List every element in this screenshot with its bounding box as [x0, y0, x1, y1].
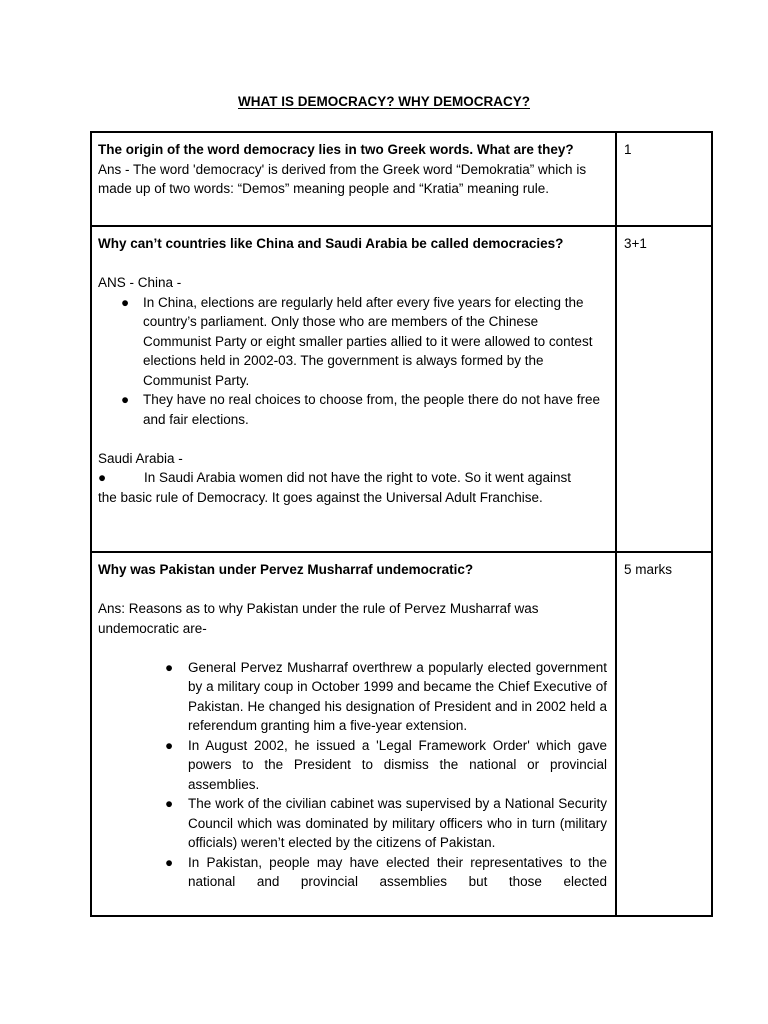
- list-item: [98, 658, 607, 736]
- saudi-point: [98, 468, 607, 488]
- bullet-icon: ●: [165, 796, 174, 811]
- bullet-icon: ●: [98, 470, 107, 485]
- table-row: [91, 552, 712, 916]
- list-item: [98, 390, 607, 429]
- list-item: [98, 794, 607, 853]
- question-text: Why can’t countries like China and Saudi Arabia be called democracies?: [98, 236, 564, 251]
- table-row: [91, 132, 712, 226]
- list-item-text: In China, elections are regularly held after every five years for electing the country’s parliament. Only those who are members of the Chinese Communist Party or eight smaller parties allied to it were allowed to contest elections held in 2002-03. The government is always formed by the Communist Party.: [143, 294, 593, 388]
- marks-text: 1: [624, 142, 632, 157]
- list-item: [98, 853, 607, 892]
- list-item: [98, 293, 607, 391]
- marks-cell: [616, 132, 712, 226]
- saudi-point-lead: In Saudi Arabia women did not have the right to vote. So it went against: [144, 470, 572, 485]
- china-points-list: [98, 293, 607, 430]
- list-item-text: They have no real choices to choose from, the people there do not have free and fair elections.: [143, 392, 601, 427]
- answer-text: Ans - The word 'democracy' is derived from the Greek word “Demokratia” which is made up of two words: “Demos” meaning people and “Kratia” meaning rule.: [98, 161, 587, 196]
- bullet-icon: ●: [121, 392, 130, 407]
- marks-text: 3+1: [624, 236, 647, 251]
- bullet-icon: ●: [165, 737, 174, 753]
- marks-text: 5 marks: [624, 562, 673, 577]
- marks-cell: [616, 226, 712, 552]
- list-item-text: General Pervez Musharraf overthrew a popularly elected government by a military coup in October 1999 and became the Chief Executive of Pakistan. He changed his designation of President and in 2002 held a referendum granting him a five-year extension.: [188, 659, 607, 733]
- pakistan-points-list: [98, 658, 607, 892]
- list-item-text: In August 2002, he issued a 'Legal Framework Order' which gave powers to the President to dismiss the national or provincial assemblies.: [188, 737, 607, 792]
- question-cell: [91, 552, 616, 916]
- qa-table: [90, 131, 713, 917]
- bullet-icon: ●: [165, 659, 174, 675]
- list-item-text: The work of the civilian cabinet was supervised by a National Security Council which was dominated by military officers who in turn (military officials) weren’t elected by the citizens of Pakistan.: [188, 796, 607, 850]
- question-text: The origin of the word democracy lies in two Greek words. What are they?: [98, 142, 574, 157]
- question-cell: [91, 226, 616, 552]
- answer-intro: Ans: Reasons as to why Pakistan under the rule of Pervez Musharraf was undemocratic are-: [98, 601, 539, 636]
- question-text: Why was Pakistan under Pervez Musharraf undemocratic?: [98, 562, 474, 577]
- china-heading: ANS - China -: [98, 275, 182, 290]
- saudi-heading: Saudi Arabia -: [98, 450, 183, 466]
- list-item-text: In Pakistan, people may have elected their representatives to the national and provincial assemblies but those elected: [188, 854, 607, 889]
- saudi-point-rest: the basic rule of Democracy. It goes against the Universal Adult Franchise.: [98, 489, 543, 505]
- marks-cell: [616, 552, 712, 916]
- question-cell: [91, 132, 616, 226]
- bullet-icon: ●: [121, 294, 130, 310]
- bullet-icon: ●: [165, 854, 174, 870]
- list-item: [98, 736, 607, 795]
- table-row: [91, 226, 712, 552]
- document-title: WHAT IS DEMOCRACY? WHY DEMOCRACY?: [238, 94, 530, 109]
